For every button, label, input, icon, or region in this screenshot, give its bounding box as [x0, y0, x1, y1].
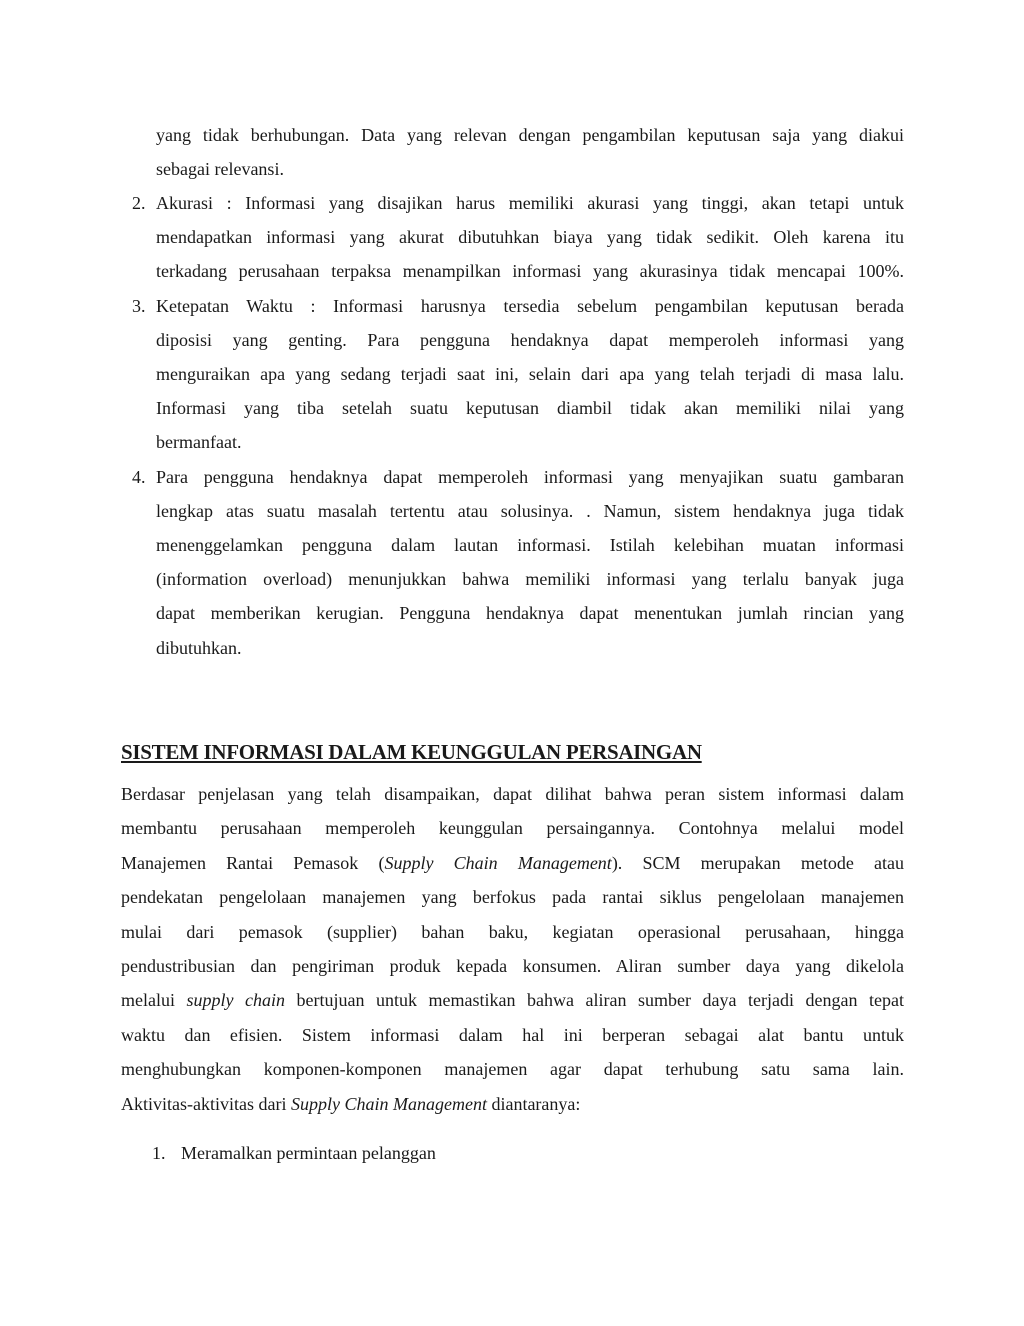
text-line: waktu dan efisien. Sistem informasi dalam hal ini berperan sebagai alat bantu untuk	[121, 1024, 904, 1045]
text-line	[121, 846, 904, 880]
italic-term: Supply Chain Management	[290, 1093, 487, 1114]
text-line: menghubungkan komponen-komponen manajemen agar dapat terhubung satu sama lain.	[121, 1059, 904, 1080]
body-paragraph	[121, 777, 904, 1121]
text-line: menenggelamkan pengguna dalam lautan informasi. Istilah kelebihan muatan informasi	[156, 535, 904, 556]
text-line: pendustribusian dan pengiriman produk kepada konsumen. Aliran sumber daya yang dikelola	[121, 956, 904, 977]
italic-term: supply chain	[186, 990, 286, 1011]
text-line: sebagai relevansi.	[156, 159, 284, 179]
section-heading: SISTEM INFORMASI DALAM KEUNGGULAN PERSAINGAN	[121, 740, 702, 764]
text-line: Informasi yang tiba setelah suatu keputusan diambil tidak akan memiliki nilai yang	[156, 398, 904, 419]
list-item	[0, 186, 1024, 289]
text-line	[121, 983, 904, 1017]
text-line: mendapatkan informasi yang akurat dibutuhkan biaya yang tidak sedikit. Oleh karena itu	[156, 227, 904, 248]
text-line: pendekatan pengelolaan manajemen yang berfokus pada rantai siklus pengelolaan manajemen	[121, 887, 904, 908]
list-item	[0, 460, 1024, 665]
criteria-list	[0, 186, 1024, 665]
text-line: mulai dari pemasok (supplier) bahan baku, kegiatan operasional perusahaan, hingga	[121, 921, 904, 942]
text-span: melalui	[121, 990, 187, 1011]
text-line: yang tidak berhubungan. Data yang relevan dengan pengambilan keputusan saja yang diakui	[156, 125, 904, 145]
text-line	[121, 1087, 904, 1121]
text-line: bermanfaat.	[156, 432, 242, 453]
text-span: Manajemen Rantai Pemasok (	[121, 852, 385, 873]
text-span: diantaranya:	[486, 1093, 581, 1114]
text-span: Aktivitas-aktivitas dari	[121, 1093, 291, 1114]
list-number: 3.	[132, 295, 146, 316]
text-span: ). SCM merupakan metode atau	[611, 852, 904, 873]
text-line: dapat memberikan kerugian. Pengguna hendaknya dapat menentukan jumlah rincian yang	[156, 603, 904, 624]
list-number: 2.	[132, 193, 146, 213]
text-span: bertujuan untuk memastikan bahwa aliran sumber daya terjadi dengan tepat	[285, 990, 904, 1011]
text-line: membantu perusahaan memperoleh keunggulan persaingannya. Contohnya melalui model	[121, 818, 904, 839]
text-line: Berdasar penjelasan yang telah disampaikan, dapat dilihat bahwa peran sistem informasi dalam	[121, 784, 904, 804]
text-line: Ketepatan Waktu : Informasi harusnya tersedia sebelum pengambilan keputusan berada	[156, 295, 904, 316]
text-line: menguraikan apa yang sedang terjadi saat ini, selain dari apa yang telah terjadi di masa lalu.	[156, 364, 904, 385]
text-line: diposisi yang genting. Para pengguna hendaknya dapat memperoleh informasi yang	[156, 329, 904, 350]
italic-term: Supply Chain Management	[384, 852, 612, 873]
list-number: 4.	[132, 466, 146, 487]
list-number: 1.	[152, 1143, 166, 1163]
text-line: lengkap atas suatu masalah tertentu atau solusinya. . Namun, sistem hendaknya juga tidak	[156, 500, 904, 521]
text-line: Para pengguna hendaknya dapat memperoleh informasi yang menyajikan suatu gambaran	[156, 466, 904, 487]
list-item	[0, 289, 1024, 460]
text-line: terkadang perusahaan terpaksa menampilkan informasi yang akurasinya tidak mencapai 100%.	[156, 261, 904, 282]
text-line: (information overload) menunjukkan bahwa memiliki informasi yang terlalu banyak juga	[156, 569, 904, 590]
text-line: Akurasi : Informasi yang disajikan harus memiliki akurasi yang tinggi, akan tetapi untuk	[156, 193, 904, 213]
text-line: dibutuhkan.	[156, 637, 242, 658]
continuation-text	[156, 118, 904, 186]
list-text: Meramalkan permintaan pelanggan	[181, 1143, 436, 1163]
